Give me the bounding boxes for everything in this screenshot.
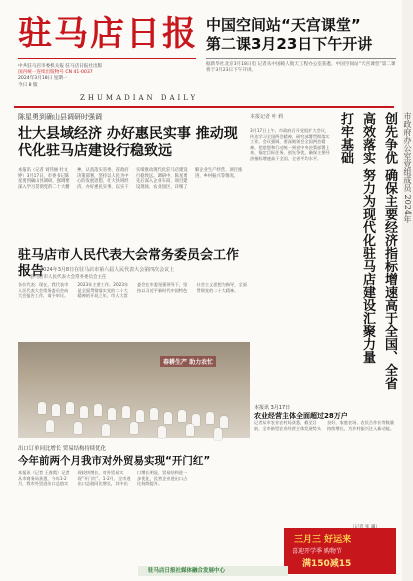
trade-body-text: 本报讯（记者 王春霞）记者从市商务局获悉，今年1-2月，我市外贸进出口总值实现较快增长，对外贸易实现“开门红”。1-2月，全市进出口总值同比增长，其中出口增长明显，贸易结构进一步优化，民营企业进出口占比持续提升。 [18,470,188,486]
photo-caption: 春耕生产 助力农忙 [160,356,216,367]
vertical-headline-1: 创先争优 确保主要经济指标增速高于全国、全省 [382,112,397,390]
vertical-kicker: 本报记者 叶 莉 [250,114,284,120]
ad-line3: 满150减15 [302,559,352,569]
vertical-story [250,112,412,402]
trade-kicker: 出口订单同比增长 贸易结构持续优化 [18,446,106,452]
masthead-divider [18,58,196,59]
vertical-subtitle: 市政府办公室党组成员 2024年 [403,112,412,223]
ad-line2: 喜迎开学季 购物节 [292,548,342,555]
meta-line: 2024年3月18日 星期一 [18,76,68,82]
meeting-subtitle: ——2024年3月8日在驻马店市第六届人民代表大会第四次会议上 [30,267,175,273]
masthead [0,0,402,108]
agri-headline[interactable]: 农业经营主体全面超过28万户 [254,412,348,420]
agri-kicker: 本报讯 3月17日 [254,405,291,411]
top-story-line1: 中国空间站“天宫课堂” [206,16,361,34]
agri-body-text: 记者从市农业农村局获悉，截至目前，全市新型农业经营主体发展势头良好，家庭农场、农民合作社等数量持续增长，为乡村振兴注入新动能。 [254,420,395,431]
lead-headline[interactable]: 壮大县域经济 办好惠民实事 推动现代化驻马店建设行稳致远 [18,126,238,159]
meta-line: 今日 8 版 [18,82,38,88]
ad-line1: 三月三 好运来 [294,535,352,545]
top-story-brief: 据新华社北京3月18日电 记者从中国载人航天工程办公室获悉，中国空间站“天宫课堂”第二课将于3月23日下午开讲。 [206,62,396,73]
masthead-meta [18,64,102,89]
trade-headline[interactable]: 今年前两个月我市对外贸易实现“开门红” [18,455,211,467]
masthead-red-rule [14,106,394,108]
meeting-body-text: 各位代表：现在，我代表市人民代表大会常务委员会向大会报告工作，请予审议。2023年主要工作。2023年是全面贯彻落实党的二十大精神的开局之年，市人大常委会在市委坚强领导下，坚持以习近平新时代中国特色社会主义思想为指导，全面贯彻党的二十大精神。 [18,282,247,298]
vertical-body-text: 3月17日上午，市政府召开党组扩大会议，传达学习全国两会精神，研究部署贯彻落实工作。会议强调，要深刻领会全国两会精神，把思想和行动统一到党中央决策部署上来，锚定目标任务，创先争优，确保主要经济指标增速高于全国、全省平均水平。 [250,128,330,161]
masthead-pinyin: ZHUMADIAN DAILY [80,94,199,102]
lead-body-text: 本报讯（记者 刘伟丽 杜文婷）3月17日，市委书记陈星勇到确山县调研，强调要深入学习贯彻党的二十大精神，认真落实省委、省政府决策部署，坚持以人民为中心的发展思想，壮大县域经济，办好惠民实事，以实干实绩推动现代化驻马店建设行稳致远。调研中，陈星勇先后深入企业车间、项目建设现场、农业园区，详细了解企业生产经营、项目推进、乡村振兴等情况。 [18,168,243,190]
top-story-headline[interactable] [206,16,396,54]
top-story-line2: 第二课3月23日下午开讲 [206,35,373,53]
vertical-headline-3: 打牢基础 [338,112,353,164]
vertical-headlines[interactable] [336,112,413,402]
lead-kicker: 陈星勇到确山县调研时强调 [18,113,102,121]
bottom-banner[interactable]: 驻马店日报社媒体融合发展中心 [138,566,288,576]
meeting-headline[interactable]: 驻马店市人民代表大会常务委员会工作报告 [18,248,240,279]
advertisement[interactable] [284,528,396,574]
top-story-divider [206,58,396,59]
meta-line: 国内统一连续出版物号 CN 41-0037 [18,70,93,76]
meeting-caption: 驻马店市人民代表大会常务委员会主任 [30,275,107,280]
vertical-headline-2: 高效落实 努力为现代化驻马店建设汇聚力量 [360,112,375,364]
newspaper-logo[interactable]: 驻马店日报 [18,14,198,54]
meta-line: 中共驻马店市委机关报 驻马店日报社出版 [18,64,103,69]
